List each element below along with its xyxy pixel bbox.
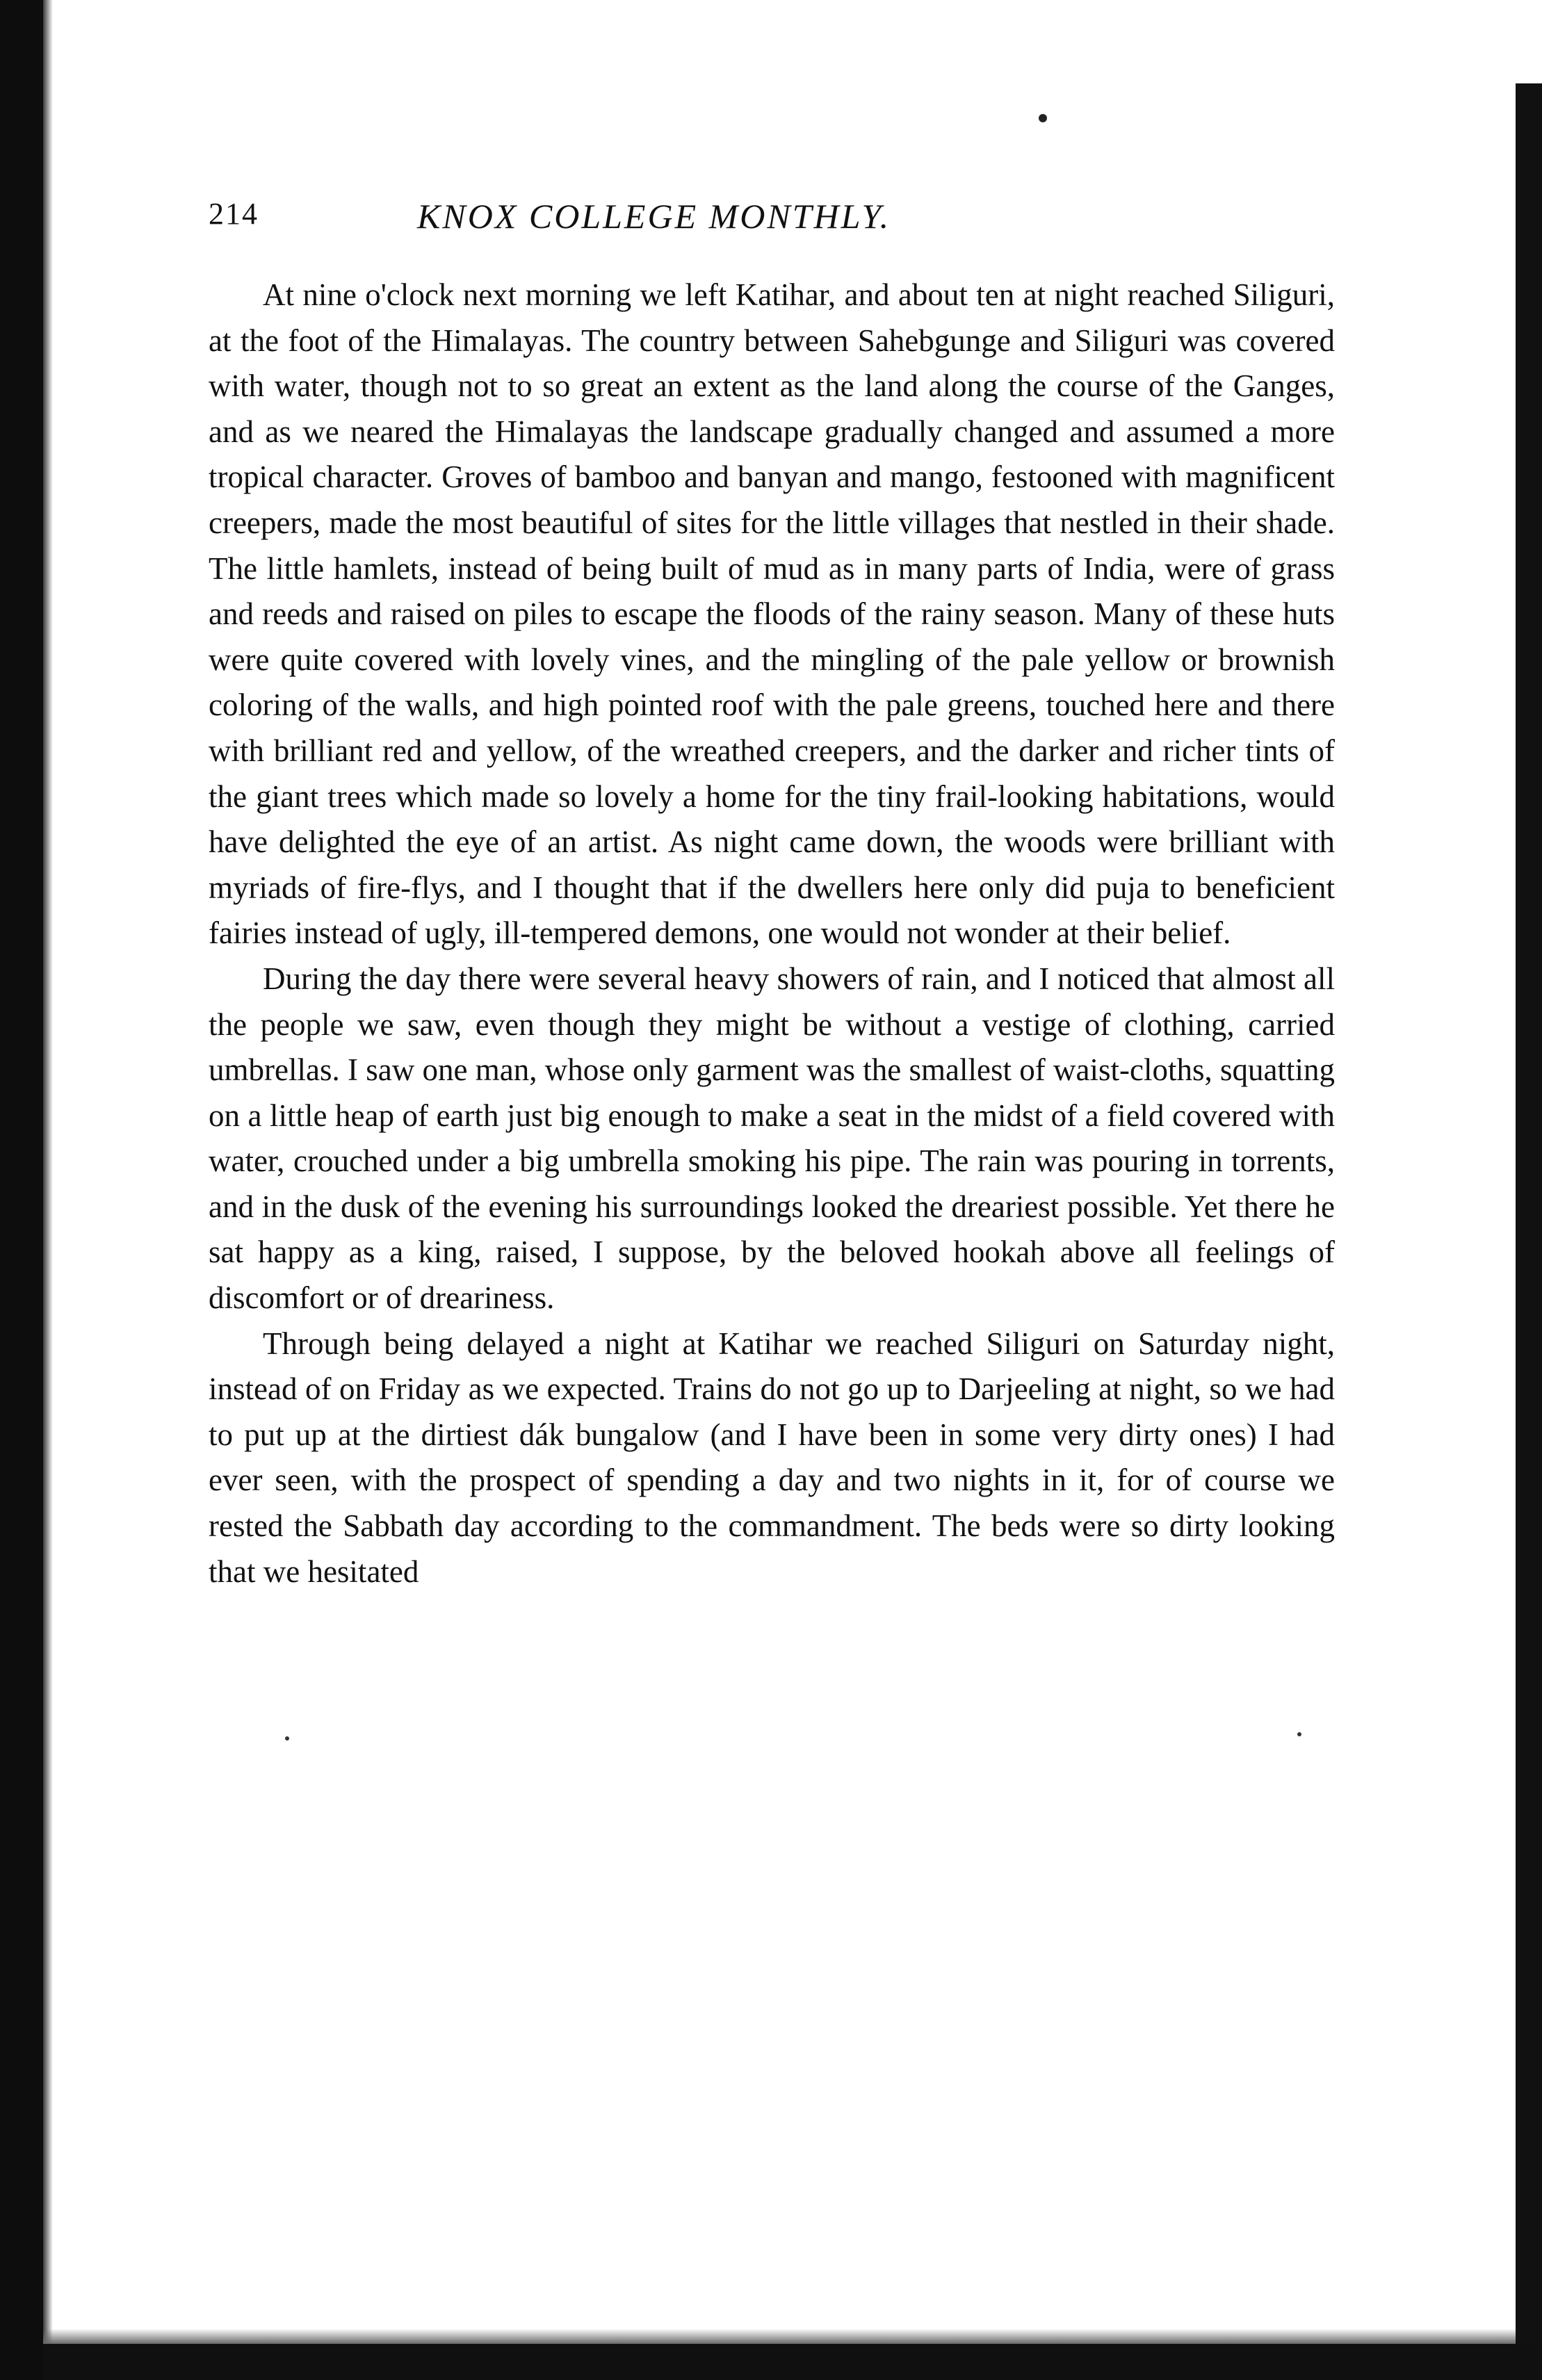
scan-edge-right <box>1516 83 1542 2380</box>
paragraph: At nine o'clock next morning we left Katihar, and about ten at night reached Siliguri, at the foot of the Himalayas. The country between Sahebgunge and Siliguri was covered with water, though not to so great an extent as the land along the course of the Ganges, and as we neared the Himalayas the landscape gradually changed and assumed a more tropical character. Groves of bamboo and banyan and mango, festooned with magnificent creepers, made the most beautiful of sites for the little villages that nestled in their shade. The little hamlets, instead of being built of mud as in many parts of India, were of grass and reeds and raised on piles to escape the floods of the rainy season. Many of these huts were quite covered with lovely vines, and the mingling of the pale yellow or brownish coloring of the walls, and high pointed roof with the pale greens, touched here and there with brilliant red and yellow, of the wreathed creepers, and the darker and richer tints of the giant trees which made so lovely a home for the tiny frail-looking habitations, would have delighted the eye of an artist. As night came down, the woods were brilliant with myriads of fire-flys, and I thought that if the dwellers here only did puja to beneficient fairies instead of ugly, ill-tempered demons, one would not wonder at their belief. <box>209 277 1335 951</box>
scan-edge-left <box>0 0 43 2380</box>
page-header <box>209 196 1335 238</box>
body-text <box>209 272 1335 1595</box>
running-head: KNOX COLLEGE MONTHLY. <box>417 197 891 236</box>
paragraph: During the day there were several heavy showers of rain, and I noticed that almost all the people we saw, even though they might be without a vestige of clothing, carried umbrellas. I saw one man, whose only garment was the smallest of waist-cloths, squatting on a little heap of earth just big enough to make a seat in the midst of a field covered with water, crouched under a big umbrella smoking his pipe. The rain was pouring in torrents, and in the dusk of the evening his surroundings looked the dreariest possible. Yet there he sat happy as a king, raised, I suppose, by the beloved hookah above all feelings of discomfort or of dreariness. <box>209 961 1335 1316</box>
scan-edge-bottom-shadow <box>43 2329 1516 2344</box>
page-number: 214 <box>209 197 259 231</box>
scan-edge-bottom <box>43 2344 1542 2380</box>
ink-speck <box>1039 114 1047 122</box>
ink-speck <box>285 1736 289 1741</box>
scan-edge-left-shadow <box>43 0 53 2380</box>
paragraph: Through being delayed a night at Katihar we reached Siliguri on Saturday night, instead of on Friday as we expected. Trains do not go up to Darjeeling at night, so we had to put up at the dirtiest dák bungalow (and I have been in some very dirty ones) I had ever seen, with the prospect of spending a day and two nights in it, for of course we rested the Sabbath day according to the commandment. The beds were so dirty looking that we hesitated <box>209 1326 1335 1589</box>
ink-speck <box>1297 1732 1301 1736</box>
